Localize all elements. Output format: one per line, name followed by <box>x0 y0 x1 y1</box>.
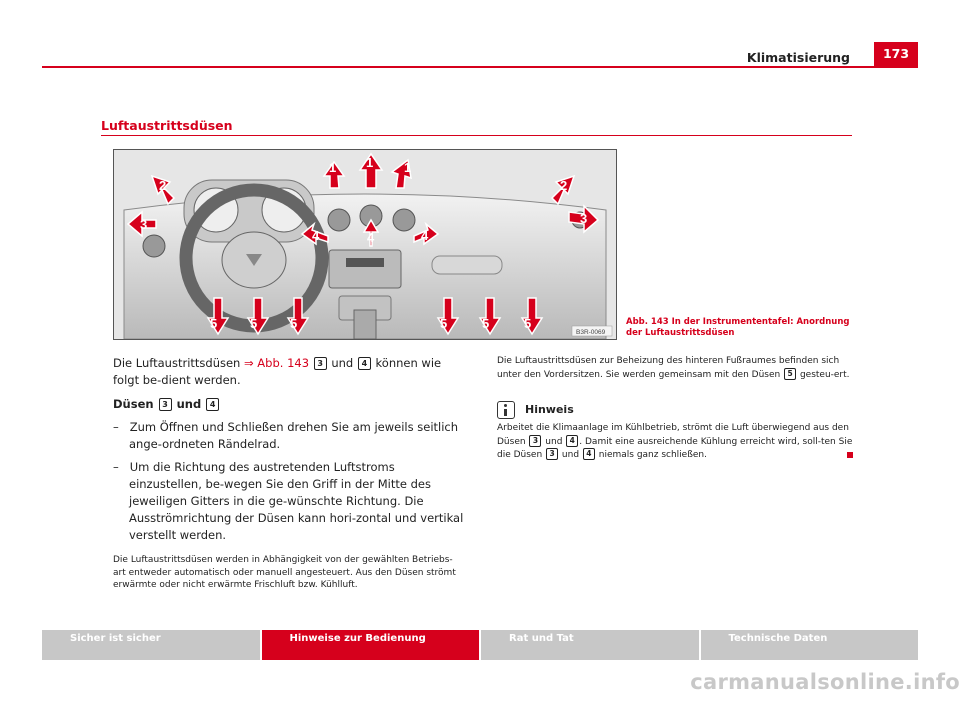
list-item: – Um die Richtung des austretenden Luftstroms einzustellen, be-wegen Sie den Griff in der Mitte des jeweiligen Gitters in die ge-wünschte Richtung. Die Ausströmrichtung der Düsen kann hori-zontal und vertikal verstellt werden. <box>113 460 464 542</box>
list-item: – Zum Öffnen und Schließen drehen Sie am jeweils seitlich ange-ordneten Rändelrad. <box>113 420 459 451</box>
vent-label: 1 <box>404 160 412 175</box>
figure-caption: Abb. 143 In der Instrumententafel: Anordnung der Luftaustrittsdüsen <box>626 317 850 338</box>
vent-label: 1 <box>329 160 337 175</box>
vent-label: 2 <box>560 178 568 193</box>
page-number: 173 <box>874 42 918 66</box>
hint-header <box>497 401 853 419</box>
rear-footwell-paragraph: Die Luftaustrittsdüsen zur Beheizung des hinteren Fußraumes befinden sich unter den Vordersitzen. Sie werden gemeinsam mit den Düsen 5 gesteu-ert. <box>497 356 850 380</box>
watermark: carmanualsonline.info <box>690 670 960 694</box>
nozzle-badge: 3 <box>314 357 327 370</box>
dashboard-figure <box>113 149 617 340</box>
dashboard-illustration <box>114 150 616 339</box>
footer-nav <box>42 630 918 660</box>
section-end-marker <box>847 452 853 458</box>
chapter-title: Klimatisierung <box>746 50 850 65</box>
header-rule <box>42 66 918 68</box>
section-title: Luftaustrittsdüsen <box>101 118 233 133</box>
nozzle-badge: 4 <box>206 398 219 411</box>
vent-label: 5 <box>210 316 218 331</box>
hint-text: Arbeitet die Klimaanlage im Kühlbetrieb, strömt die Luft überwiegend aus den Düsen 3 und 4 . Damit eine ausreichende Kühlung erreicht wird, soll-ten Sie die Düsen 3 und 4 niemals ganz schließen. <box>497 423 853 460</box>
vent-label: 5 <box>290 316 298 331</box>
vent-label: 5 <box>524 316 532 331</box>
vent-label: 4 <box>421 228 429 243</box>
right-column <box>497 355 853 462</box>
info-icon <box>497 401 515 419</box>
nozzle-badge: 3 <box>529 435 541 447</box>
vent-label: 3 <box>140 217 148 232</box>
vent-label: 5 <box>440 316 448 331</box>
intro-paragraph: Die Luftaustrittsdüsen ⇒ Abb. 143 3 und 4 können wie folgt be-dient werden. <box>113 356 442 387</box>
nozzle-subheading: Düsen 3 und 4 <box>113 396 465 413</box>
footer-tab-safety[interactable]: Sicher ist sicher <box>42 630 260 660</box>
nozzle-badge: 3 <box>159 398 172 411</box>
nozzle-badge: 4 <box>566 435 578 447</box>
nozzle-badge: 5 <box>784 368 796 380</box>
vent-label: 4 <box>312 228 320 243</box>
footer-tab-tips[interactable]: Rat und Tat <box>481 630 699 660</box>
figure-code: B3R-0069 <box>576 329 606 336</box>
footer-tab-operation[interactable]: Hinweise zur Bedienung <box>262 630 480 660</box>
figure-reference-link[interactable]: ⇒ Abb. 143 <box>244 356 310 370</box>
nozzle-badge: 4 <box>358 357 371 370</box>
nozzle-badge: 3 <box>546 448 558 460</box>
section-rule <box>101 135 852 136</box>
vent-label: 2 <box>159 178 167 193</box>
vent-label: 5 <box>250 316 258 331</box>
hint-title: Hinweis <box>525 402 574 416</box>
nozzle-badge: 4 <box>583 448 595 460</box>
left-column <box>113 355 465 592</box>
vent-label: 5 <box>482 316 490 331</box>
vent-label: 3 <box>580 211 588 226</box>
footer-tab-technical-data[interactable]: Technische Daten <box>701 630 919 660</box>
operating-note: Die Luftaustrittsdüsen werden in Abhängigkeit von der gewählten Betriebs-art entweder automatisch oder manuell angesteuert. Aus den Düsen strömt erwärmte oder nicht erwärmte Frischluft bzw. Kühlluft. <box>113 555 456 590</box>
vent-label: 4 <box>367 230 375 245</box>
vent-label: 1 <box>366 155 374 170</box>
